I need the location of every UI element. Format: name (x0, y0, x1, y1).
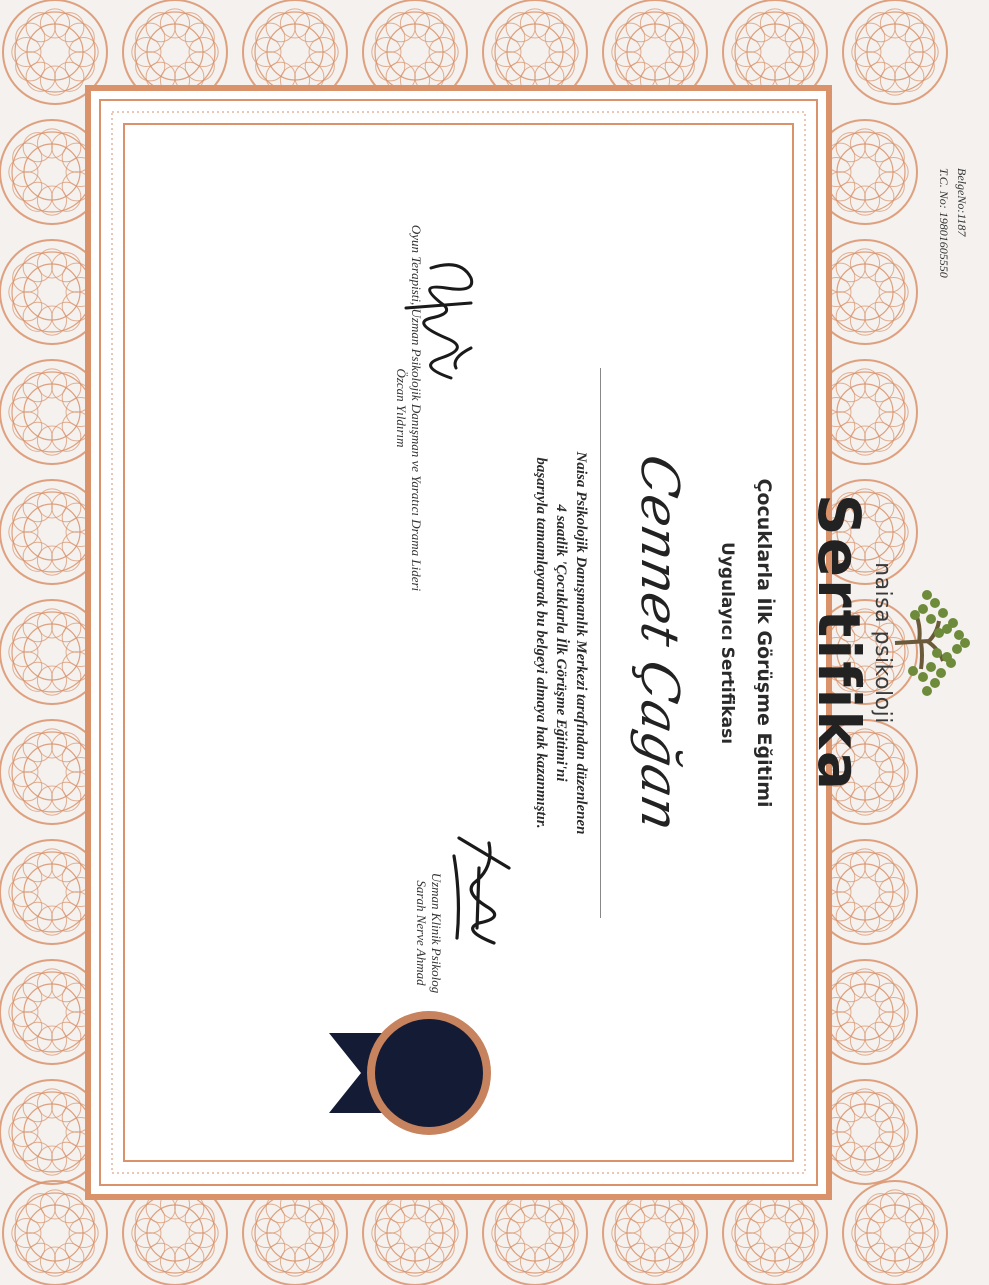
signatory-left-title: Oyun Terapisti, Uzman Psikolojik Danışman ve Yaratıcı Drama Lideri (408, 224, 424, 591)
course-name: Çocuklarla İlk Görüşme Eğitimi (752, 477, 775, 808)
seal-icon (329, 963, 529, 1163)
signatory-right-name: Sarah Nerve Ahmad (413, 879, 429, 986)
tree-icon (895, 523, 979, 763)
logo-text: naisa psikoloji (869, 561, 895, 724)
name-underline (600, 368, 601, 918)
signatory-left-name: Özcan Yıldırım (393, 367, 409, 448)
recipient-name: Cennet Çağan (628, 448, 689, 837)
id-number: T.C. No: 19801605550 (936, 167, 951, 278)
signature-right (429, 668, 549, 968)
body-line: başarıyla tamamlayarak bu belgeyi almaya hak kazanmıştır. (532, 456, 549, 829)
document-number: BelgeNo:1187 (954, 167, 969, 236)
certificate-title: Sertifika (804, 493, 873, 792)
signatory-left (394, 173, 424, 643)
certificate-content (329, 128, 989, 1158)
body-line: Naisa Psikolojik Danışmanlık Merkezi tarafından düzenlenen (572, 451, 589, 834)
certificate-type: Uygulayıcı Sertifikası (716, 541, 737, 744)
body-line: 4 saatlik 'Çocuklarla İlk Görüşme Eğitimi'ni (552, 503, 569, 782)
document-info (935, 168, 971, 278)
naisa-logo (869, 523, 979, 763)
signatory-right-title: Uzman Klinik Psikolog (428, 872, 444, 993)
